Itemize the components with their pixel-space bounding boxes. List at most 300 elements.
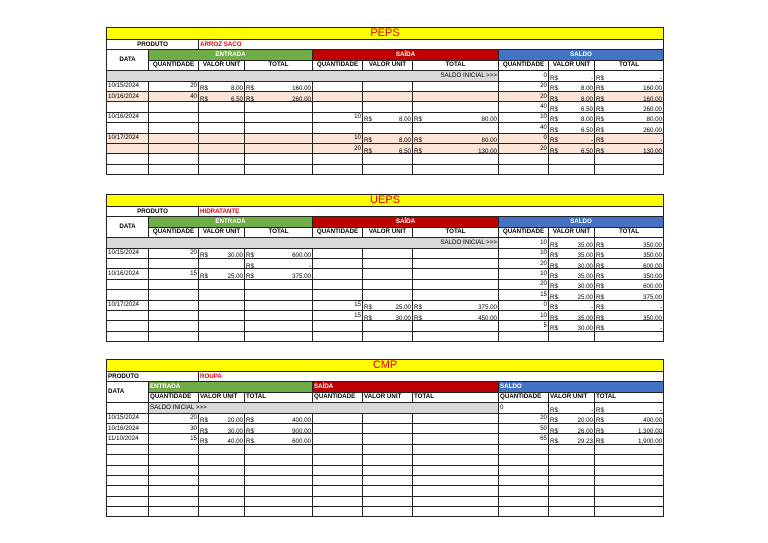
table-row (107, 164, 664, 174)
money-cell[interactable] (199, 248, 245, 258)
money-cell[interactable] (199, 475, 245, 485)
money-cell[interactable] (413, 496, 499, 506)
saldo-inicial-total[interactable] (595, 71, 664, 81)
quantity-cell[interactable] (499, 486, 549, 496)
money-cell[interactable] (413, 465, 499, 475)
money-cell[interactable] (549, 123, 595, 133)
quantity-cell[interactable]: 10 (499, 269, 549, 279)
money-cell[interactable] (199, 143, 245, 153)
quantity-cell[interactable] (313, 279, 363, 289)
date-cell[interactable] (107, 455, 149, 465)
money-cell[interactable] (199, 486, 245, 496)
money-cell[interactable] (549, 465, 595, 475)
date-cell[interactable] (107, 465, 149, 475)
money-cell[interactable] (413, 455, 499, 465)
product-name[interactable]: ROUPA (199, 372, 664, 382)
money-cell[interactable] (245, 455, 313, 465)
date-cell[interactable]: 10/16/2024 (107, 269, 149, 279)
date-cell[interactable] (107, 143, 149, 153)
money-cell[interactable] (595, 475, 664, 485)
money-cell[interactable] (245, 331, 313, 341)
quantity-cell[interactable] (149, 300, 199, 310)
money-cell[interactable] (549, 269, 595, 279)
quantity-cell[interactable] (499, 475, 549, 485)
saldo-inicial-qty[interactable]: 0 (499, 71, 549, 81)
quantity-cell[interactable] (499, 507, 549, 517)
quantity-cell[interactable] (149, 486, 199, 496)
money-cell[interactable] (595, 496, 664, 506)
money-cell[interactable] (413, 444, 499, 454)
money-cell[interactable] (245, 248, 313, 258)
money-cell[interactable] (363, 112, 413, 122)
money-cell[interactable] (595, 507, 664, 517)
quantity-cell[interactable] (149, 112, 199, 122)
money-cell[interactable] (549, 321, 595, 331)
money-cell[interactable] (549, 112, 595, 122)
date-cell[interactable]: 10/15/2024 (107, 81, 149, 91)
money-cell[interactable] (595, 143, 664, 153)
date-cell[interactable] (107, 290, 149, 300)
money-cell[interactable] (363, 154, 413, 164)
date-cell[interactable] (107, 331, 149, 341)
quantity-cell[interactable]: 20 (149, 413, 199, 423)
date-cell[interactable] (107, 444, 149, 454)
money-cell[interactable] (245, 413, 313, 423)
money-cell[interactable] (549, 413, 595, 423)
money-cell[interactable] (199, 423, 245, 433)
money-cell[interactable] (245, 102, 313, 112)
money-cell[interactable] (245, 434, 313, 444)
product-label: PRODUTO (107, 372, 199, 382)
quantity-cell[interactable]: 30 (149, 423, 199, 433)
money-cell[interactable] (199, 133, 245, 143)
money-cell[interactable] (549, 81, 595, 91)
money-cell[interactable] (595, 455, 664, 465)
quantity-cell[interactable] (149, 465, 199, 475)
quantity-cell[interactable]: 10 (499, 112, 549, 122)
money-cell[interactable] (199, 321, 245, 331)
date-cell[interactable] (107, 507, 149, 517)
money-cell[interactable] (595, 133, 664, 143)
quantity-cell[interactable] (149, 321, 199, 331)
money-cell[interactable] (549, 475, 595, 485)
money-cell[interactable] (413, 486, 499, 496)
money-cell[interactable] (363, 143, 413, 153)
money-cell[interactable] (595, 465, 664, 475)
money-cell[interactable] (245, 507, 313, 517)
money-cell[interactable] (595, 486, 664, 496)
money-cell[interactable] (413, 300, 499, 310)
quantity-cell[interactable] (499, 455, 549, 465)
quantity-cell[interactable] (313, 164, 363, 174)
money-cell[interactable] (413, 279, 499, 289)
date-cell[interactable]: 11/10/2024 (107, 434, 149, 444)
money-cell[interactable] (245, 310, 313, 320)
quantity-cell[interactable] (313, 91, 363, 101)
money-cell[interactable] (363, 81, 413, 91)
money-cell[interactable] (199, 91, 245, 101)
date-cell[interactable] (107, 279, 149, 289)
money-cell[interactable] (199, 331, 245, 341)
quantity-cell[interactable] (149, 496, 199, 506)
money-cell[interactable] (549, 133, 595, 143)
quantity-cell[interactable] (313, 102, 363, 112)
money-cell[interactable] (413, 81, 499, 91)
money-cell[interactable] (245, 258, 313, 268)
saldo-inicial-unit[interactable] (549, 71, 595, 81)
money-cell[interactable] (245, 154, 313, 164)
quantity-cell[interactable]: 20 (149, 81, 199, 91)
date-cell[interactable]: 10/16/2024 (107, 423, 149, 433)
quantity-cell[interactable] (313, 444, 363, 454)
quantity-cell[interactable] (313, 507, 363, 517)
money-cell[interactable] (549, 507, 595, 517)
quantity-cell[interactable]: 15 (313, 310, 363, 320)
money-cell[interactable] (245, 300, 313, 310)
saldo-inicial-unit[interactable] (549, 403, 595, 413)
money-cell[interactable] (413, 331, 499, 341)
money-cell[interactable] (363, 434, 413, 444)
quantity-cell[interactable] (149, 310, 199, 320)
quantity-cell[interactable] (149, 455, 199, 465)
quantity-cell[interactable]: 20 (499, 413, 549, 423)
money-cell[interactable] (199, 81, 245, 91)
money-cell[interactable] (245, 164, 313, 174)
quantity-cell[interactable] (313, 154, 363, 164)
money-cell[interactable] (595, 269, 664, 279)
money-cell[interactable] (595, 91, 664, 101)
quantity-cell[interactable] (149, 123, 199, 133)
saldo-inicial-qty[interactable]: 10 (499, 238, 549, 248)
saldo-inicial-total[interactable] (595, 238, 664, 248)
money-cell[interactable] (413, 434, 499, 444)
money-cell[interactable] (595, 434, 664, 444)
quantity-cell[interactable]: 10 (313, 112, 363, 122)
money-cell[interactable] (363, 331, 413, 341)
money-cell[interactable] (199, 413, 245, 423)
cmp-body (107, 413, 664, 517)
date-cell[interactable]: 10/16/2024 (107, 112, 149, 122)
quantity-cell[interactable] (499, 465, 549, 475)
money-cell[interactable] (363, 164, 413, 174)
money-cell[interactable] (549, 91, 595, 101)
date-cell[interactable] (107, 102, 149, 112)
money-cell[interactable] (549, 102, 595, 112)
quantity-cell[interactable] (313, 475, 363, 485)
money-cell[interactable] (363, 455, 413, 465)
money-cell[interactable] (363, 444, 413, 454)
quantity-cell[interactable] (149, 133, 199, 143)
money-cell[interactable] (413, 290, 499, 300)
quantity-cell[interactable]: 15 (149, 434, 199, 444)
quantity-cell[interactable] (313, 434, 363, 444)
date-cell[interactable]: 10/17/2024 (107, 133, 149, 143)
money-cell[interactable] (199, 102, 245, 112)
currency-symbol: R$ (414, 116, 422, 123)
quantity-cell[interactable]: 20 (499, 143, 549, 153)
money-cell[interactable] (363, 133, 413, 143)
money-cell[interactable] (595, 154, 664, 164)
money-cell[interactable] (199, 444, 245, 454)
money-cell[interactable] (549, 164, 595, 174)
money-cell[interactable] (199, 164, 245, 174)
date-cell[interactable] (107, 258, 149, 268)
date-cell[interactable] (107, 496, 149, 506)
quantity-cell[interactable]: 0 (499, 300, 549, 310)
money-cell[interactable] (199, 455, 245, 465)
money-cell[interactable] (413, 310, 499, 320)
money-cell[interactable] (199, 112, 245, 122)
money-cell[interactable] (549, 486, 595, 496)
money-cell[interactable] (199, 290, 245, 300)
quantity-cell[interactable] (313, 413, 363, 423)
money-cell[interactable] (363, 486, 413, 496)
quantity-cell[interactable] (149, 444, 199, 454)
quantity-cell[interactable]: 0 (499, 133, 549, 143)
quantity-cell[interactable]: 20 (499, 81, 549, 91)
quantity-cell[interactable] (149, 290, 199, 300)
money-cell[interactable] (549, 310, 595, 320)
date-cell[interactable]: 10/15/2024 (107, 248, 149, 258)
money-cell[interactable] (245, 486, 313, 496)
money-cell[interactable] (363, 423, 413, 433)
money-cell[interactable] (199, 279, 245, 289)
money-cell[interactable] (595, 258, 664, 268)
money-cell[interactable] (595, 413, 664, 423)
quantity-cell[interactable]: 15 (313, 300, 363, 310)
saldo-inicial-total[interactable] (595, 403, 664, 413)
date-cell[interactable] (107, 475, 149, 485)
quantity-cell[interactable] (149, 279, 199, 289)
quantity-cell[interactable] (313, 81, 363, 91)
money-cell[interactable] (413, 475, 499, 485)
quantity-cell[interactable] (313, 123, 363, 133)
money-cell[interactable] (413, 248, 499, 258)
quantity-cell[interactable] (313, 258, 363, 268)
quantity-cell[interactable] (313, 331, 363, 341)
money-cell[interactable] (595, 331, 664, 341)
money-cell[interactable] (595, 310, 664, 320)
money-cell[interactable] (363, 279, 413, 289)
date-cell[interactable] (107, 123, 149, 133)
quantity-cell[interactable] (499, 444, 549, 454)
amount: 80.00 (481, 116, 497, 123)
money-cell[interactable] (595, 444, 664, 454)
quantity-cell[interactable] (313, 465, 363, 475)
quantity-cell[interactable]: 50 (499, 423, 549, 433)
money-cell[interactable] (245, 81, 313, 91)
money-cell[interactable] (363, 258, 413, 268)
quantity-cell[interactable] (313, 455, 363, 465)
money-cell[interactable] (245, 423, 313, 433)
money-cell[interactable] (363, 248, 413, 258)
quantity-cell[interactable]: 15 (499, 290, 549, 300)
quantity-cell[interactable]: 15 (149, 269, 199, 279)
money-cell[interactable] (549, 248, 595, 258)
quantity-cell[interactable] (313, 290, 363, 300)
money-cell[interactable] (595, 300, 664, 310)
quantity-cell[interactable] (313, 423, 363, 433)
money-cell[interactable] (245, 143, 313, 153)
money-cell[interactable] (413, 321, 499, 331)
money-cell[interactable] (549, 258, 595, 268)
money-cell[interactable] (413, 112, 499, 122)
money-cell[interactable] (199, 465, 245, 475)
quantity-cell[interactable]: 40 (499, 123, 549, 133)
date-cell[interactable]: 10/15/2024 (107, 413, 149, 423)
date-cell[interactable] (107, 310, 149, 320)
quantity-cell[interactable]: 10 (499, 310, 549, 320)
money-cell[interactable] (363, 300, 413, 310)
money-cell[interactable] (595, 112, 664, 122)
date-cell[interactable] (107, 164, 149, 174)
date-cell[interactable] (107, 486, 149, 496)
quantity-cell[interactable]: 40 (149, 91, 199, 101)
money-cell[interactable] (413, 413, 499, 423)
money-cell[interactable] (595, 164, 664, 174)
quantity-cell[interactable]: 5 (499, 321, 549, 331)
date-cell[interactable]: 10/16/2024 (107, 91, 149, 101)
money-cell[interactable] (199, 434, 245, 444)
table-row (107, 154, 664, 164)
quantity-cell[interactable] (149, 475, 199, 485)
quantity-cell[interactable]: 10 (499, 248, 549, 258)
quantity-cell[interactable]: 20 (313, 143, 363, 153)
money-cell[interactable] (363, 290, 413, 300)
money-cell[interactable] (549, 496, 595, 506)
money-cell[interactable] (363, 91, 413, 101)
money-cell[interactable] (245, 269, 313, 279)
money-cell[interactable] (413, 269, 499, 279)
date-cell[interactable] (107, 154, 149, 164)
money-cell[interactable] (595, 423, 664, 433)
money-cell[interactable] (413, 154, 499, 164)
money-cell[interactable] (199, 154, 245, 164)
date-cell[interactable] (107, 321, 149, 331)
money-cell[interactable] (245, 133, 313, 143)
money-cell[interactable] (413, 123, 499, 133)
quantity-cell[interactable] (313, 269, 363, 279)
money-cell[interactable] (595, 102, 664, 112)
quantity-cell[interactable]: 65 (499, 434, 549, 444)
money-cell[interactable] (363, 321, 413, 331)
product-name[interactable]: HIDRATANTE (199, 207, 664, 217)
money-cell[interactable] (549, 290, 595, 300)
money-cell[interactable] (199, 269, 245, 279)
money-cell[interactable] (245, 123, 313, 133)
product-name[interactable]: ARROZ SACO (199, 40, 664, 50)
saldo-inicial-qty[interactable]: 0 (499, 403, 549, 413)
quantity-cell[interactable]: 40 (499, 102, 549, 112)
money-cell[interactable] (199, 258, 245, 268)
money-cell[interactable] (549, 423, 595, 433)
quantity-cell[interactable] (149, 164, 199, 174)
quantity-cell[interactable] (149, 154, 199, 164)
quantity-cell[interactable] (499, 164, 549, 174)
money-cell[interactable] (413, 164, 499, 174)
money-cell[interactable] (363, 310, 413, 320)
money-cell[interactable] (595, 279, 664, 289)
money-cell[interactable] (413, 143, 499, 153)
amount: 375.00 (478, 304, 497, 311)
money-cell[interactable] (549, 143, 595, 153)
quantity-cell[interactable] (149, 331, 199, 341)
money-cell[interactable] (595, 81, 664, 91)
amount: 30.00 (577, 283, 593, 290)
money-cell[interactable] (245, 321, 313, 331)
money-cell[interactable] (413, 102, 499, 112)
quantity-cell[interactable]: 20 (149, 248, 199, 258)
quantity-cell[interactable]: 20 (499, 258, 549, 268)
money-cell[interactable] (549, 444, 595, 454)
money-cell[interactable] (245, 444, 313, 454)
money-cell[interactable] (363, 269, 413, 279)
money-cell[interactable] (199, 507, 245, 517)
money-cell[interactable] (363, 496, 413, 506)
money-cell[interactable] (595, 321, 664, 331)
money-cell[interactable] (413, 423, 499, 433)
quantity-cell[interactable]: 20 (499, 279, 549, 289)
quantity-cell[interactable] (149, 258, 199, 268)
quantity-cell[interactable]: 20 (499, 91, 549, 101)
money-cell[interactable] (363, 475, 413, 485)
money-cell[interactable] (595, 290, 664, 300)
money-cell[interactable] (363, 123, 413, 133)
money-cell[interactable] (549, 434, 595, 444)
money-cell[interactable] (595, 123, 664, 133)
money-cell[interactable] (245, 465, 313, 475)
date-cell[interactable]: 10/17/2024 (107, 300, 149, 310)
money-cell[interactable] (199, 310, 245, 320)
money-cell[interactable] (245, 112, 313, 122)
money-cell[interactable] (363, 507, 413, 517)
money-cell[interactable] (549, 154, 595, 164)
money-cell[interactable] (245, 91, 313, 101)
money-cell[interactable] (413, 133, 499, 143)
money-cell[interactable] (363, 102, 413, 112)
money-cell[interactable] (363, 465, 413, 475)
quantity-cell[interactable] (499, 331, 549, 341)
money-cell[interactable] (549, 300, 595, 310)
money-cell[interactable] (413, 507, 499, 517)
money-cell[interactable] (199, 300, 245, 310)
money-cell[interactable] (245, 279, 313, 289)
money-cell[interactable] (595, 248, 664, 258)
money-cell[interactable] (363, 413, 413, 423)
quantity-cell[interactable] (313, 248, 363, 258)
quantity-cell[interactable] (313, 496, 363, 506)
saldo-inicial-unit[interactable] (549, 238, 595, 248)
quantity-cell[interactable] (499, 154, 549, 164)
money-cell[interactable] (413, 91, 499, 101)
money-cell[interactable] (199, 123, 245, 133)
money-cell[interactable] (245, 290, 313, 300)
money-cell[interactable] (245, 496, 313, 506)
quantity-cell[interactable]: 10 (313, 133, 363, 143)
quantity-cell[interactable] (149, 143, 199, 153)
money-cell[interactable] (413, 258, 499, 268)
money-cell[interactable] (549, 279, 595, 289)
money-cell[interactable] (549, 455, 595, 465)
money-cell[interactable] (245, 475, 313, 485)
quantity-cell[interactable] (313, 486, 363, 496)
quantity-cell[interactable] (149, 507, 199, 517)
money-cell[interactable] (199, 496, 245, 506)
quantity-cell[interactable] (149, 102, 199, 112)
quantity-cell[interactable] (499, 496, 549, 506)
money-cell[interactable] (549, 331, 595, 341)
quantity-cell[interactable] (313, 321, 363, 331)
